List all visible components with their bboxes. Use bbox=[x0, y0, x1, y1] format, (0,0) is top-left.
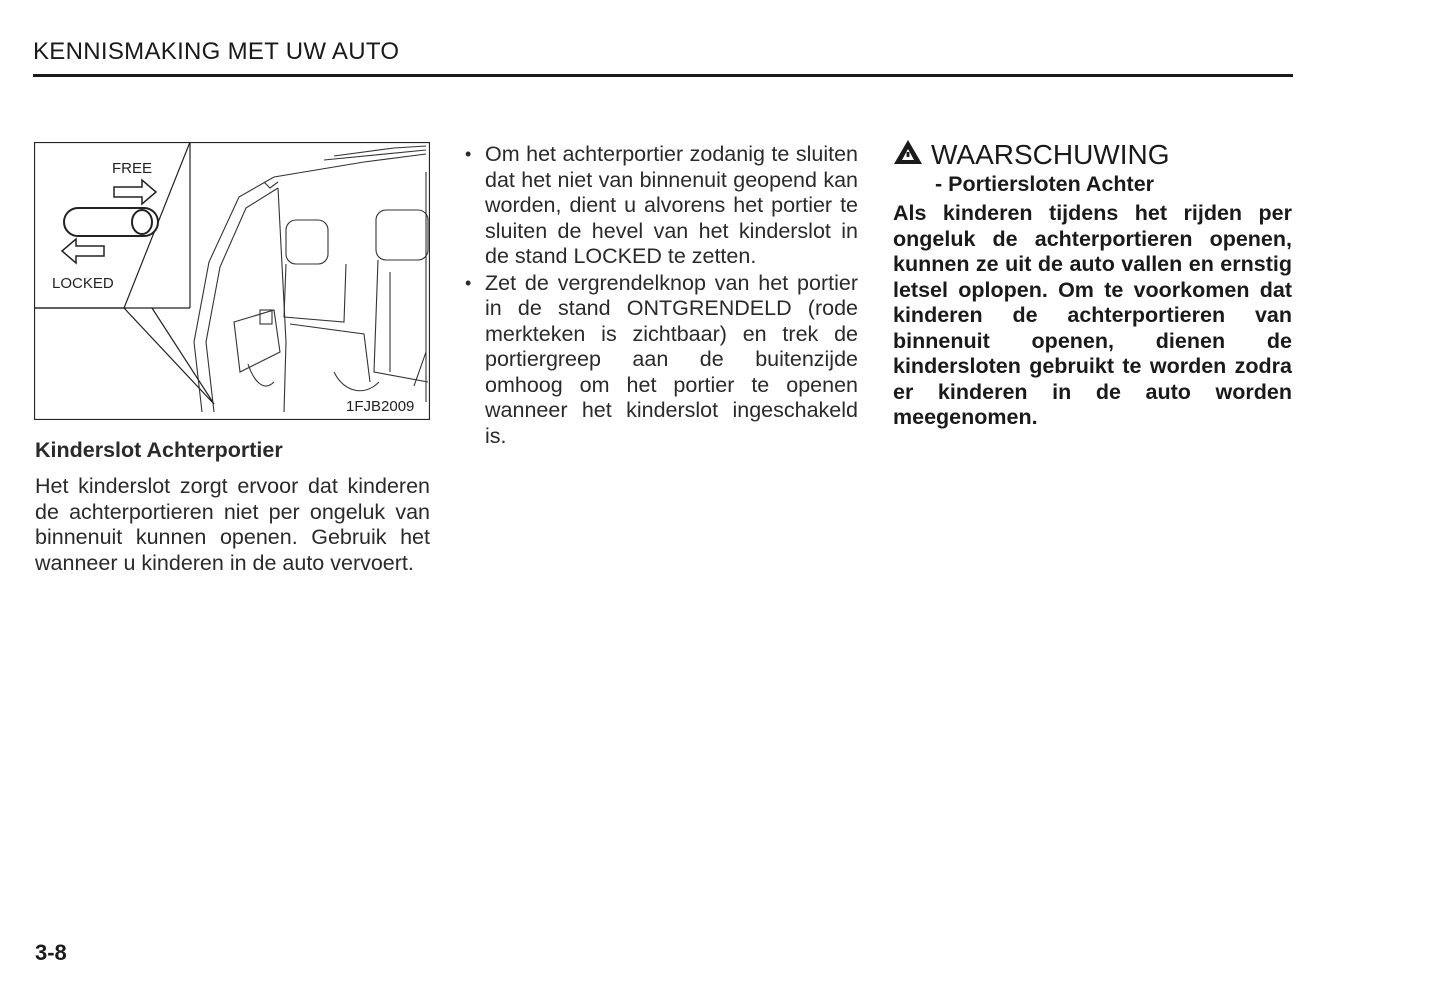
page-number: 3-8 bbox=[35, 940, 67, 965]
section-caption: Kinderslot Achterportier bbox=[35, 438, 283, 462]
list-item-text: Zet de vergrendelknop van het portier in de stand ONTGRENDELD (rode merkteken is zichtbaar) en trek de portiergreep aan de buitenzijde omhoog om het portier te openen wanneer het kinderslot ingeschakeld is. bbox=[485, 270, 858, 448]
warning-box bbox=[893, 138, 1292, 431]
list-item-text: Om het achterportier zodanig te sluiten dat het niet van binnenuit geopend kan worden, dient u alvorens het portier te sluiten de hevel van het kinderslot in de stand LOCKED te zetten. bbox=[485, 142, 858, 268]
warning-subtitle: - Portiersloten Achter bbox=[935, 172, 1155, 196]
warning-triangle-icon bbox=[893, 138, 923, 173]
child-lock-illustration bbox=[34, 142, 430, 420]
lock-lever-icon bbox=[64, 208, 158, 236]
warning-title: WAARSCHUWING bbox=[931, 139, 1170, 170]
page-header-title: KENNISMAKING MET UW AUTO bbox=[33, 38, 400, 65]
header-rule bbox=[33, 74, 1293, 77]
warning-heading bbox=[893, 138, 1292, 172]
locked-label: LOCKED bbox=[52, 275, 114, 292]
warning-body-text: Als kinderen tijdens het rijden per ongeluk de achterportieren openen, kunnen ze uit de auto vallen en ernstig letsel oplopen. Om te voorkomen dat kinderen de achterportieren van binnenuit openen, dienen de kindersloten gebruikt te worden zodra er kinderen in de auto worden meegenomen. bbox=[893, 201, 1292, 429]
free-label: FREE bbox=[112, 160, 153, 177]
left-body-text: Het kinderslot zorgt ervoor dat kinderen de achterportieren niet per ongeluk van binnenuit kunnen openen. Gebruik het wanneer u kinderen in de auto vervoert. bbox=[35, 474, 430, 575]
figure-code: 1FJB2009 bbox=[346, 398, 415, 415]
bullet-icon: • bbox=[465, 144, 472, 164]
bullet-icon: • bbox=[465, 272, 472, 293]
list-item bbox=[463, 142, 858, 270]
list-item bbox=[463, 271, 858, 450]
instruction-list bbox=[463, 142, 858, 450]
